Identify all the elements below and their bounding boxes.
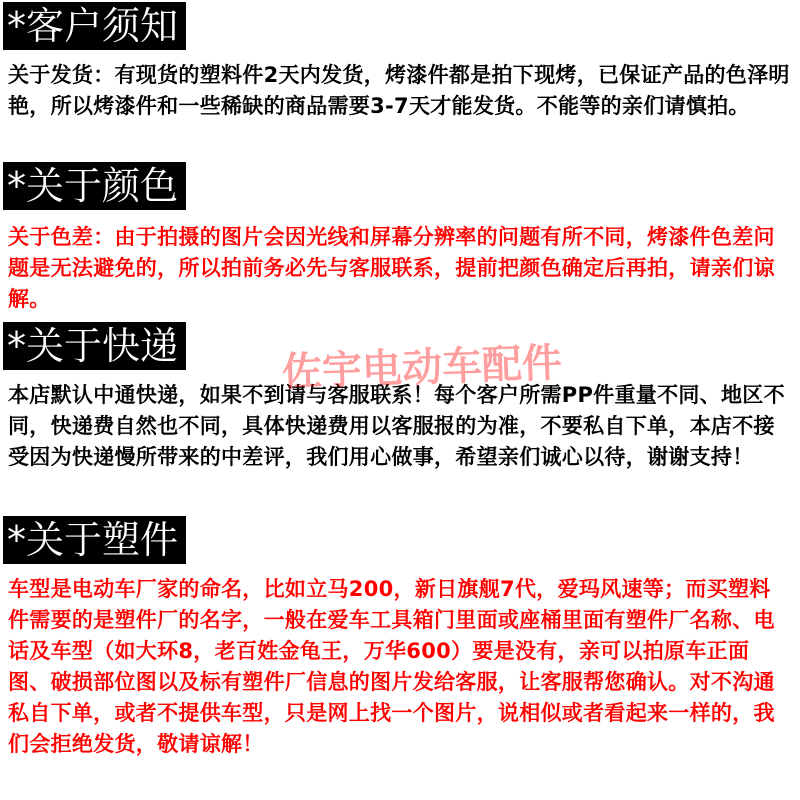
notice-header-color: *关于颜色 [3, 162, 186, 210]
notice-header-express: *关于快递 [3, 322, 186, 370]
notice-header-plastic-parts: *关于塑件 [3, 516, 186, 564]
notice-text-plastic-parts: 车型是电动车厂家的命名，比如立马200，新日旗舰7代，爱玛风速等；而买塑料件需要的是塑件厂的名字，一般在爱车工具箱门里面或座桶里面有塑件厂名称、电话及车型（如大环8，老百姓金龟王，万华600）要是没有，亲可以拍原车正面图、破损部位图以及标有塑件厂信息的图片发给客服，让客服帮您确认。对不沟通私自下单，或者不提供车型，只是网上找一个图片，说相似或者看起来一样的，我们会拒绝发货，敬请谅解！ [8, 577, 775, 756]
notice-text-color-difference: 关于色差：由于拍摄的图片会因光线和屏幕分辨率的问题有所不同，烤漆件色差问题是无法避免的，所以拍前务必先与客服联系，提前把颜色确定后再拍，请亲们谅解。 [8, 225, 775, 311]
shop-watermark: 佐宇电动车配件 [281, 340, 563, 396]
notice-text-shipping: 关于发货：有现货的塑料件2天内发货，烤漆件都是拍下现烤，已保证产品的色泽明艳，所以烤漆件和一些稀缺的商品需要3-7天才能发货。不能等的亲们请慎拍。 [8, 63, 790, 118]
notice-header-customer: *客户须知 [3, 2, 186, 50]
notice-text-express: 本店默认中通快递，如果不到请与客服联系！每个客户所需PP件重量不同、地区不同，快递费自然也不同，具体快递费用以客服报的为准，不要私自下单，本店不接受因为快递慢所带来的中差评，我们用心做事，希望亲们诚心以待，谢谢支持！ [8, 383, 785, 469]
